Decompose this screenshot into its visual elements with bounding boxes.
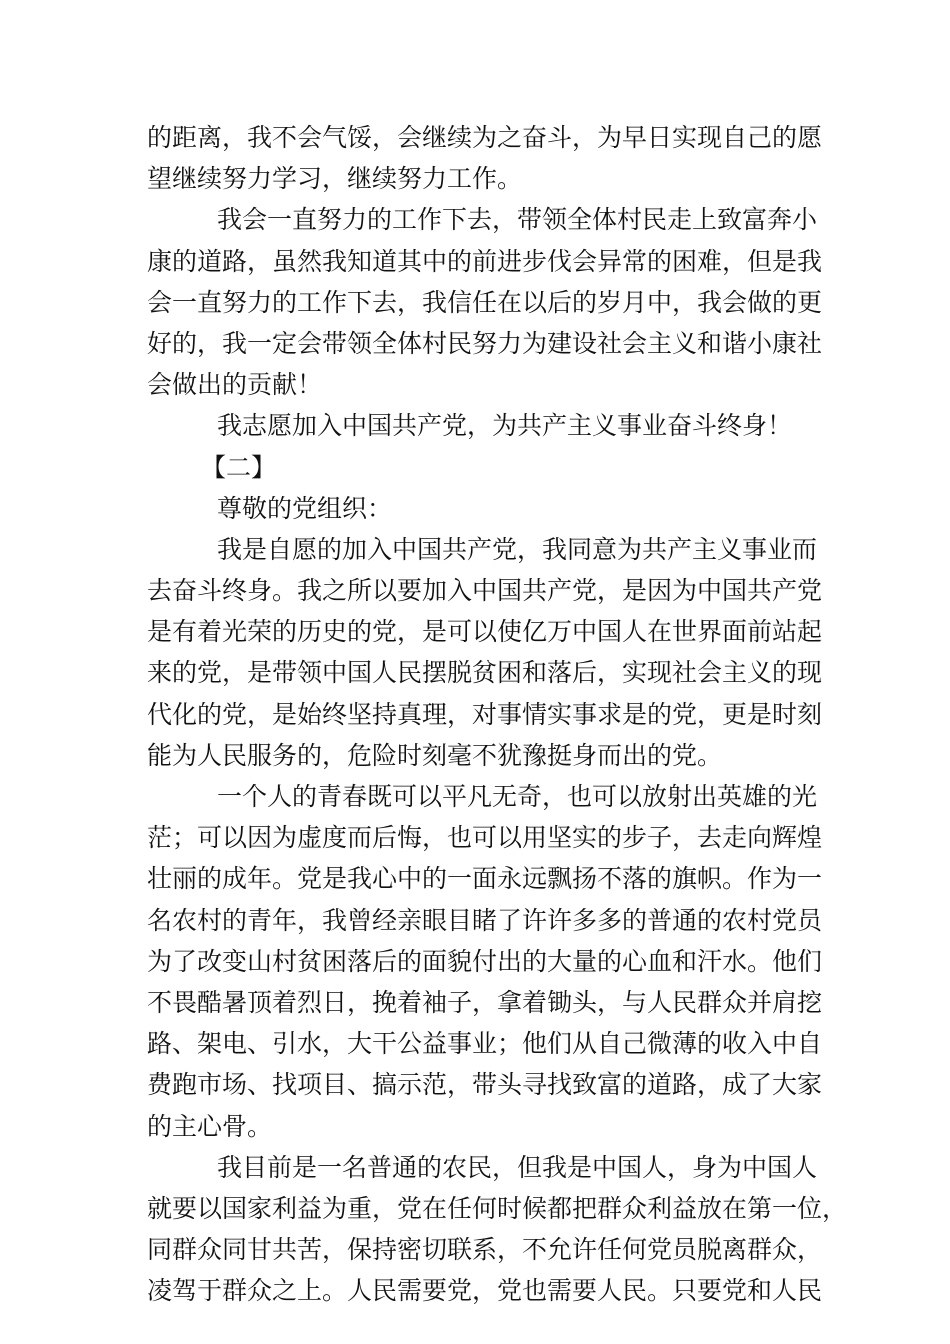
paragraph-start-line: 一个人的青春既可以平凡无奇，也可以放射出英雄的光 bbox=[217, 782, 818, 811]
paragraph-start-line: 我是自愿的加入中国共产党，我同意为共产主义事业而 bbox=[217, 534, 818, 564]
text-line: 茫；可以因为虚度而后悔，也可以用坚实的步子，去走向辉煌 bbox=[147, 823, 823, 853]
text-line: 会一直努力的工作下去，我信任在以后的岁月中，我会做的更 bbox=[147, 287, 823, 317]
text-line: 好的，我一定会带领全体村民努力为建设社会主义和谐小康社 bbox=[147, 328, 823, 358]
section-heading: 【二】 bbox=[201, 452, 277, 482]
text-line: 是有着光荣的历史的党，是可以使亿万中国人在世界面前站起 bbox=[147, 617, 823, 647]
text-line: 能为人民服务的，危险时刻毫不犹豫挺身而出的党。 bbox=[147, 740, 723, 770]
text-line: 来的党，是带领中国人民摆脱贫困和落后，实现社会主义的现 bbox=[147, 658, 823, 688]
paragraph-start-line: 我会一直努力的工作下去，带领全体村民走上致富奔小 bbox=[217, 205, 818, 235]
text-line: 代化的党，是始终坚持真理，对事情实事求是的党，更是时刻 bbox=[147, 699, 823, 729]
text-line: 康的道路，虽然我知道其中的前进步伐会异常的困难，但是我 bbox=[147, 246, 823, 276]
text-line: 去奋斗终身。我之所以要加入中国共产党，是因为中国共产党 bbox=[147, 576, 823, 606]
text-line: 名农村的青年，我曾经亲眼目睹了许许多多的普通的农村党员 bbox=[147, 905, 823, 935]
text-line: 不畏酷暑顶着烈日，挽着袖子，拿着锄头，与人民群众并肩挖 bbox=[147, 987, 823, 1017]
paragraph-start-line: 我志愿加入中国共产党，为共产主义事业奋斗终身！ bbox=[217, 411, 793, 441]
text-line: 同群众同甘共苦，保持密切联系，不允许任何党员脱离群众， bbox=[147, 1235, 823, 1265]
text-line: 凌驾于群众之上。人民需要党，党也需要人民。只要党和人民 bbox=[147, 1276, 823, 1306]
text-line: 为了改变山村贫困落后的面貌付出的大量的心血和汗水。他们 bbox=[147, 946, 823, 976]
text-line: 路、架电、引水，大干公益事业；他们从自己微薄的收入中自 bbox=[147, 1029, 823, 1059]
text-line: 的距离，我不会气馁，会继续为之奋斗，为早日实现自己的愿 bbox=[147, 123, 823, 152]
text-line: 望继续努力学习，继续努力工作。 bbox=[147, 164, 523, 194]
text-line: 费跑市场、找项目、搞示范，带头寻找致富的道路，成了大家 bbox=[147, 1070, 823, 1100]
text-line: 会做出的贡献！ bbox=[147, 370, 323, 400]
document-body bbox=[147, 117, 848, 1311]
salutation-line: 尊敬的党组织： bbox=[217, 493, 393, 523]
paragraph-start-line: 我目前是一名普通的农民，但我是中国人，身为中国人 bbox=[217, 1152, 818, 1182]
text-line: 的主心骨。 bbox=[147, 1111, 273, 1141]
text-line: 就要以国家利益为重，党在任何时候都把群众利益放在第一位， bbox=[147, 1193, 848, 1223]
text-line: 壮丽的成年。党是我心中的一面永远飘扬不落的旗帜。作为一 bbox=[147, 864, 823, 894]
